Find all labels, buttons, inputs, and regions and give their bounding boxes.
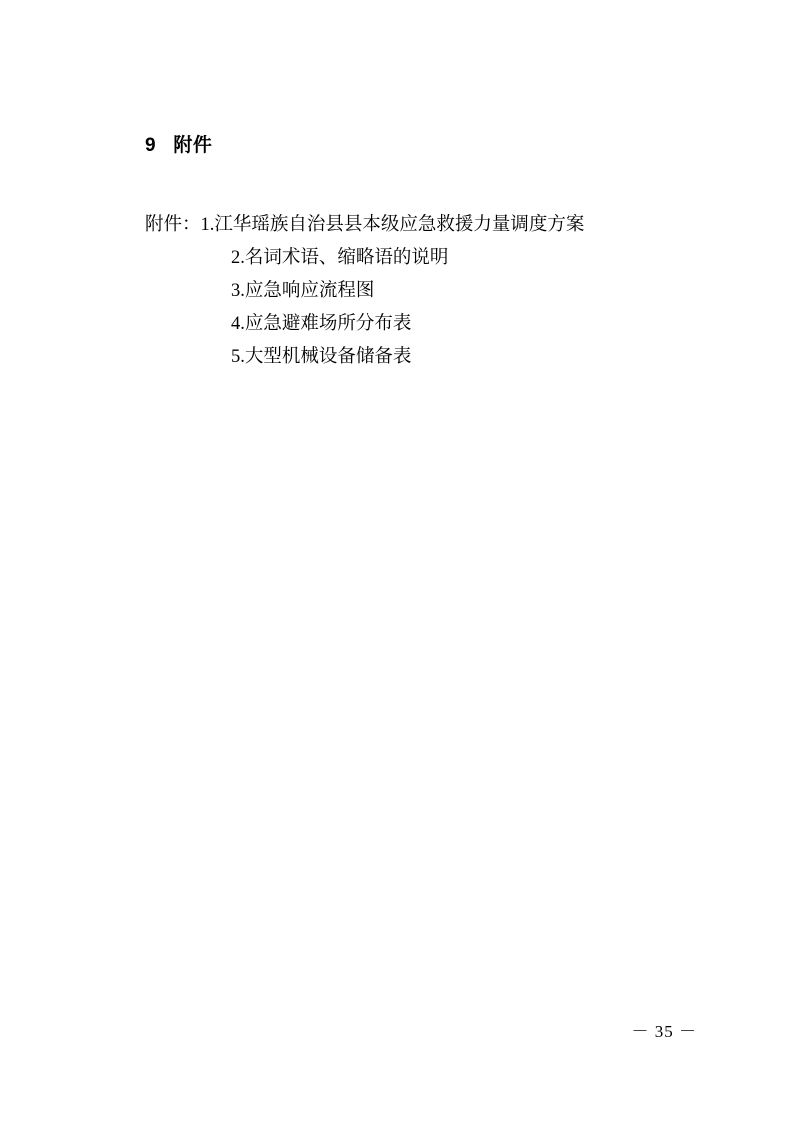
attachment-list: [145, 209, 685, 374]
page-number: － 35 －: [631, 1022, 697, 1041]
attachment-item-1: 1.江华瑶族自治县县本级应急救援力量调度方案: [200, 215, 585, 235]
attachment-item-5: 5.大型机械设备储备表: [231, 347, 412, 367]
attachment-item-3: 3.应急响应流程图: [231, 281, 375, 301]
page-content: [145, 130, 685, 374]
page-title: 9 附件: [145, 135, 213, 156]
list-item: [145, 209, 685, 242]
attachment-label: 附件：: [145, 215, 201, 235]
attachment-item-2: 2.名词术语、缩略语的说明: [231, 248, 449, 268]
attachment-item-4: 4.应急避难场所分布表: [231, 314, 412, 334]
